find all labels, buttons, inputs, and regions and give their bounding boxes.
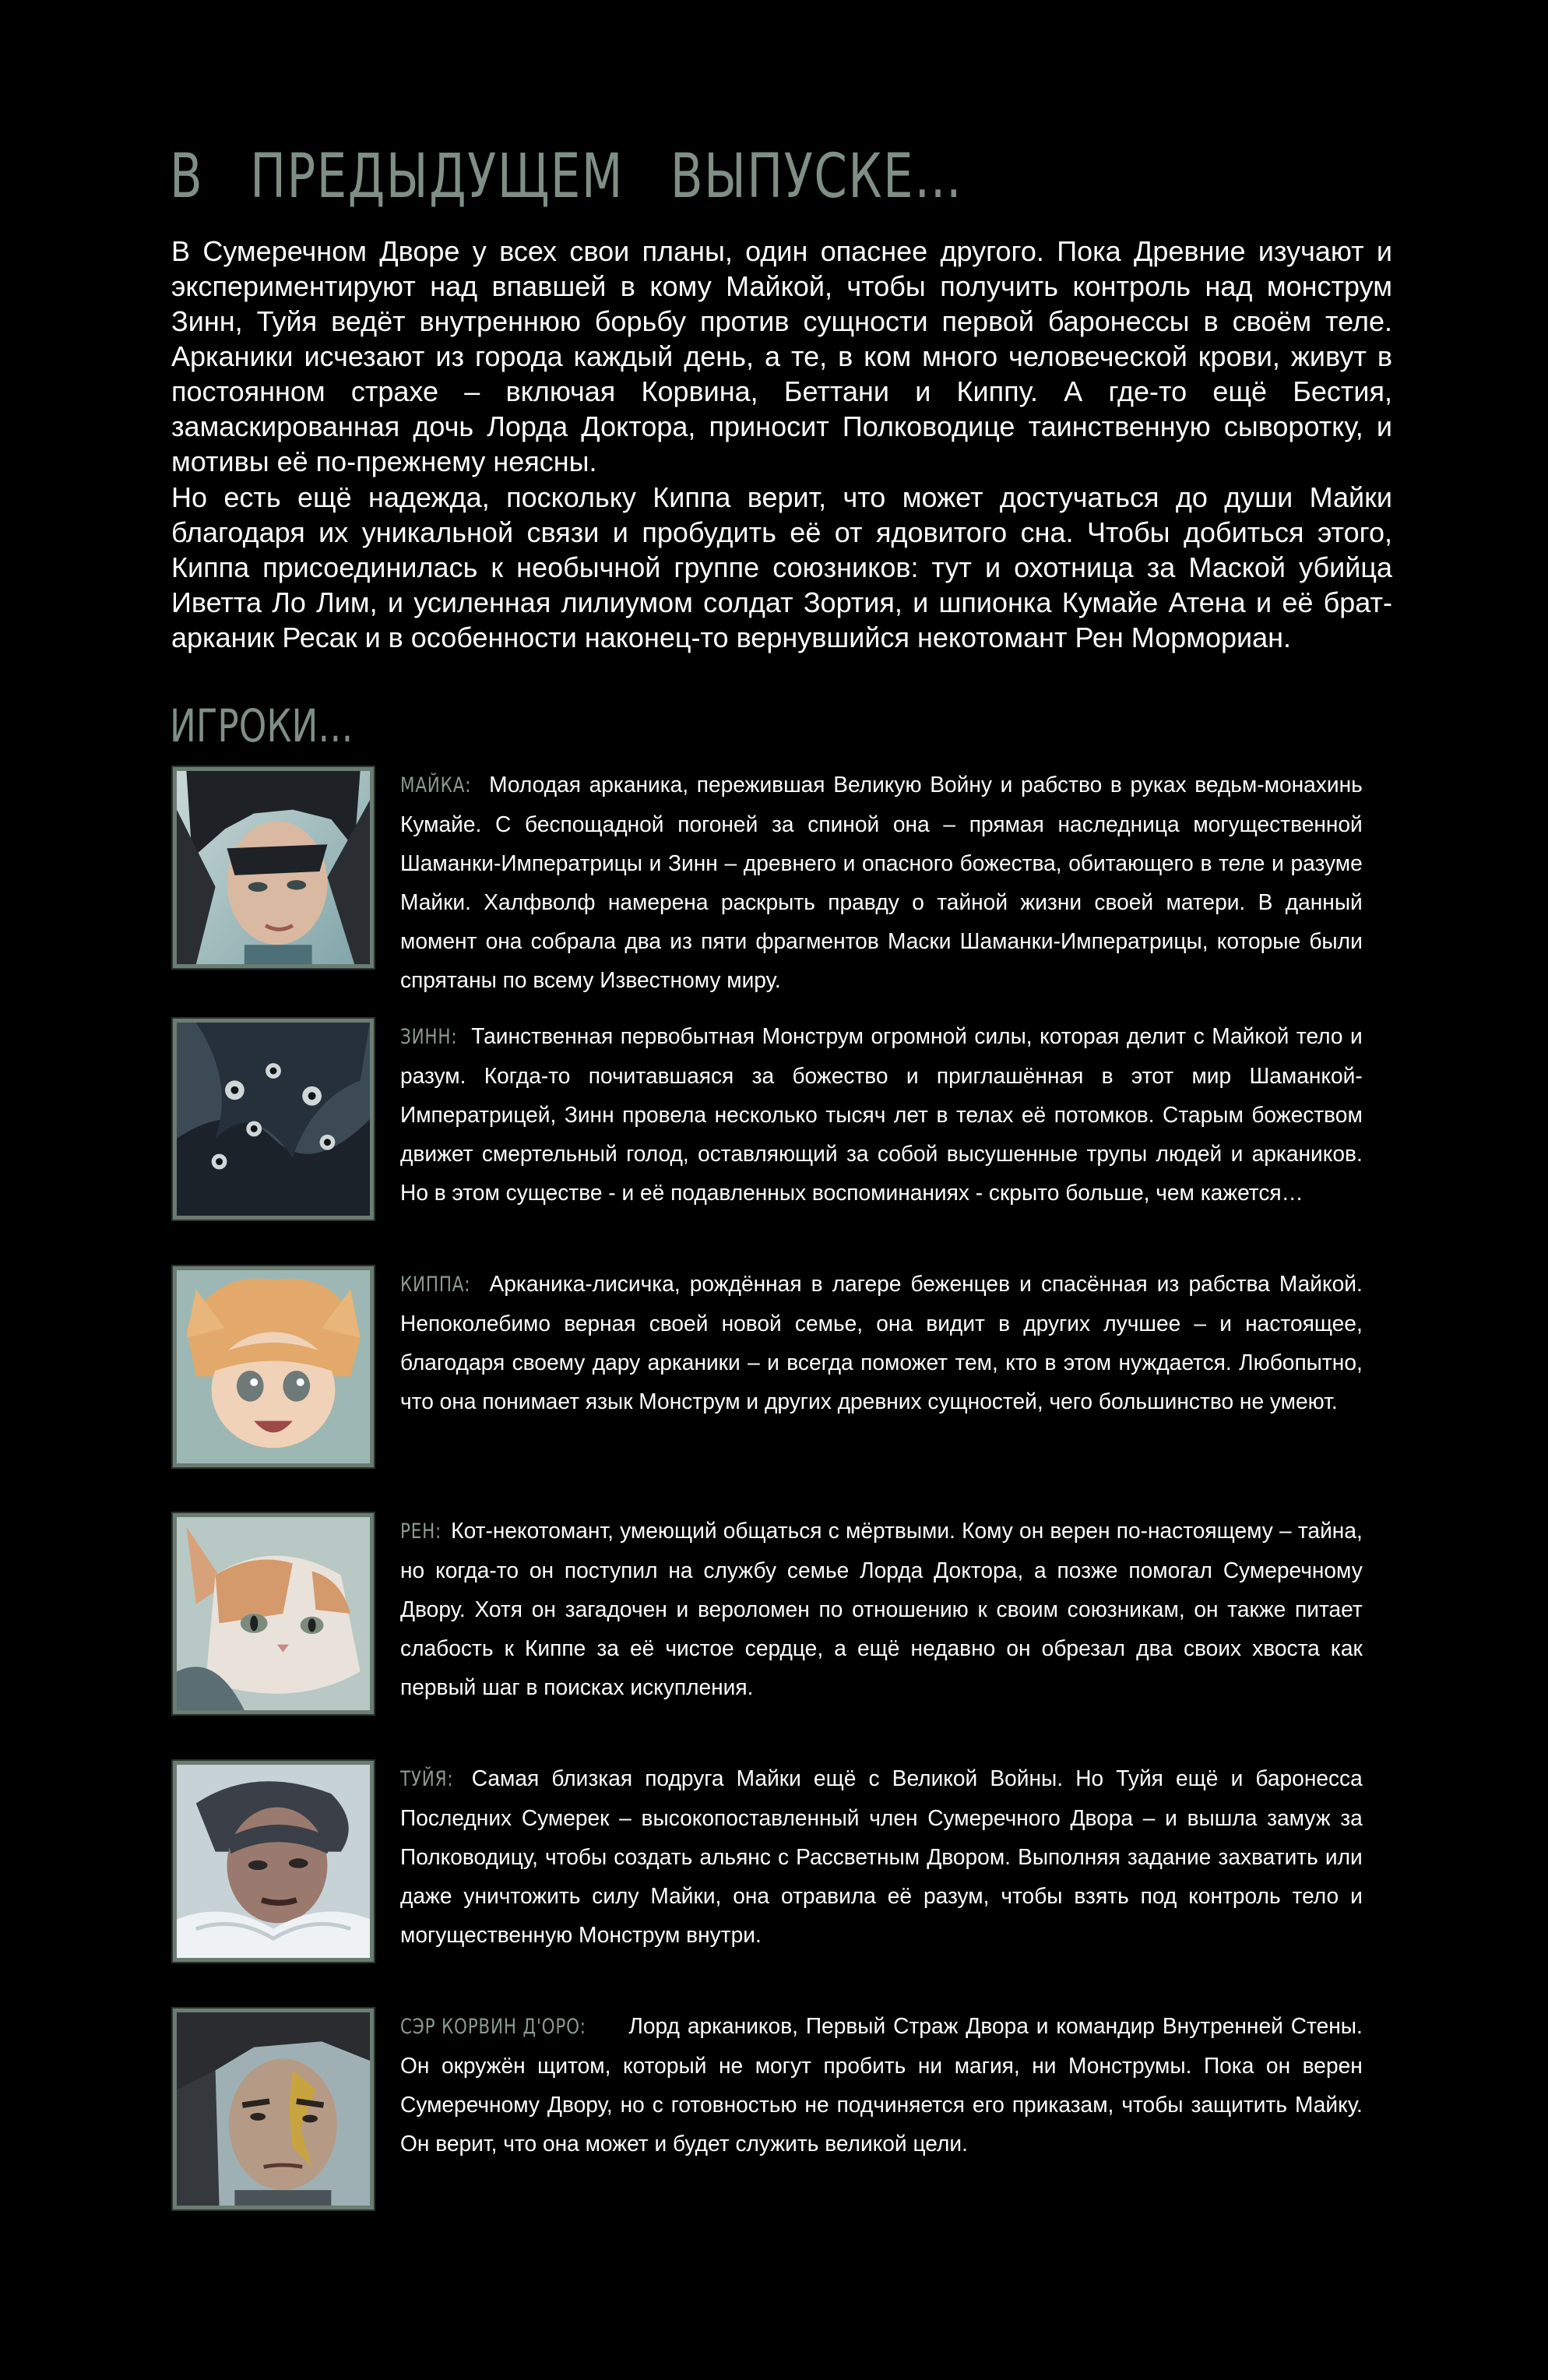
character-name: РЕН: xyxy=(400,1519,442,1544)
character-name: МАЙКА: xyxy=(400,773,472,797)
character-bio: Кот-некотомант, умеющий общаться с мёртвыми. Кому он верен по-настоящему – тайна, но когда-то он поступил на службу семье Лорда Доктора, а позже помогал Сумеречному Двору. Хотя он загадочен и вероломен по отношению к своим союзникам, он также питает слабость к Киппе за её чистое сердце, а ещё недавно он обрезал два своих хвоста как первый шаг в поисках искупления. xyxy=(400,1519,1363,1700)
zinn-portrait xyxy=(173,1019,374,1220)
intro-paragraph-1: В Сумеречном Дворе у всех свои планы, один опаснее другого. Пока Древние изучают и экспериментируют над впавшей в кому Майкой, чтобы получить контроль над монструм Зинн, Туйя ведёт внутреннюю борьбу против сущности первой баронессы в своём теле. Арканики исчезают из города каждый день, а те, в ком много человеческой крови, живут в постоянном страхе – включая Корвина, Беттани и Киппу. А где-то ещё Бестия, замаскированная дочь Лорда Доктора, приносит Полководице таинственную сыворотку, и мотивы её по-прежнему неясны. xyxy=(171,235,1392,477)
character-description xyxy=(400,1759,1363,1955)
character-description xyxy=(400,2007,1363,2163)
character-bio: Самая близкая подруга Майки ещё с Великой Войны. Но Туйя ещё и баронесса Последних Сумерек – высокопоставленный член Сумеречного Двора – и вышла замуж за Полководицу, чтобы создать альянс с Рассветным Двором. Выполняя задание захватить или даже уничтожить силу Майки, она отравила её разум, чтобы взять под контроль тело и могущественную Монструм внутри. xyxy=(400,1766,1363,1948)
players-heading: ИГРОКИ… xyxy=(170,699,354,752)
maika-portrait xyxy=(173,767,374,968)
ren-portrait xyxy=(173,1513,374,1714)
character-description xyxy=(400,1265,1363,1421)
intro-paragraph-2: Но есть ещё надежда, поскольку Киппа верит, что может достучаться до души Майки благодаря их уникальной связи и пробудить её от ядовитого сна. Чтобы добиться этого, Киппа присоединилась к необычной группе союзников: тут и охотница за Маской убийца Иветта Ло Лим, и усиленная лилиумом солдат Зортия, и шпионка Кумайе Атена и её брат-арканик Ресак и в особенности наконец-то вернувшийся некотомант Рен Мормориан. xyxy=(171,481,1392,653)
character-bio: Арканика-лисичка, рождённая в лагере беженцев и спасённая из рабства Майкой. Непоколебимо верная своей новой семье, она видит в других лучшее – и настоящее, благодаря своему дару арканики – и всегда поможет тем, кто в этом нуждается. Любопытно, что она понимает язык Монструм и других древних сущностей, чего большинство не умеют. xyxy=(400,1272,1363,1414)
character-name: СЭР КОРВИН Д'ОРО: xyxy=(400,2015,586,2039)
page-title: В ПРЕДЫДУЩЕМ ВЫПУСКЕ… xyxy=(170,142,963,212)
character-name: ЗИНН: xyxy=(400,1025,458,1049)
character-bio: Лорд аркаников, Первый Страж Двора и командир Внутренней Стены. Он окружён щитом, который не могут пробить ни магия, ни Монструмы. Пока он верен Сумеречному Двору, но с готовностью не подчиняется его приказам, чтобы защитить Майку. Он верит, что она может и будет служить великой цели. xyxy=(400,2014,1363,2156)
character-name: ТУЙЯ: xyxy=(400,1767,454,1791)
kippa-portrait xyxy=(173,1266,374,1467)
character-description xyxy=(400,1512,1363,1707)
corvin-portrait xyxy=(173,2009,374,2209)
character-name: КИППА: xyxy=(400,1273,471,1297)
character-bio: Молодая арканика, пережившая Великую Войну и рабство в руках ведьм-монахинь Кумайе. С беспощадной погоней за спиной она – прямая наследница могущественной Шаманки-Императрицы и Зинн – древнего и опасного божества, обитающего в теле и разуме Майки. Халфволф намерена раскрыть правду о тайной жизни своей матери. В данный момент она собрала два из пяти фрагментов Маски Шаманки-Императрицы, которые были спрятаны по всему Известному миру. xyxy=(400,773,1363,993)
character-description xyxy=(400,766,1363,1000)
tuya-portrait xyxy=(173,1761,374,1962)
character-description xyxy=(400,1017,1363,1213)
character-bio: Таинственная первобытная Монструм огромной силы, которая делит с Майкой тело и разум. Когда-то почитавшаяся за божество и приглашённая в этот мир Шаманкой-Императрицей, Зинн провела несколько тысяч лет в телах её потомков. Старым божеством движет смертельный голод, оставляющий за собой высушенные трупы людей и аркаников. Но в этом существе - и её подавленных воспоминаниях - скрыто больше, чем кажется… xyxy=(400,1024,1363,1206)
